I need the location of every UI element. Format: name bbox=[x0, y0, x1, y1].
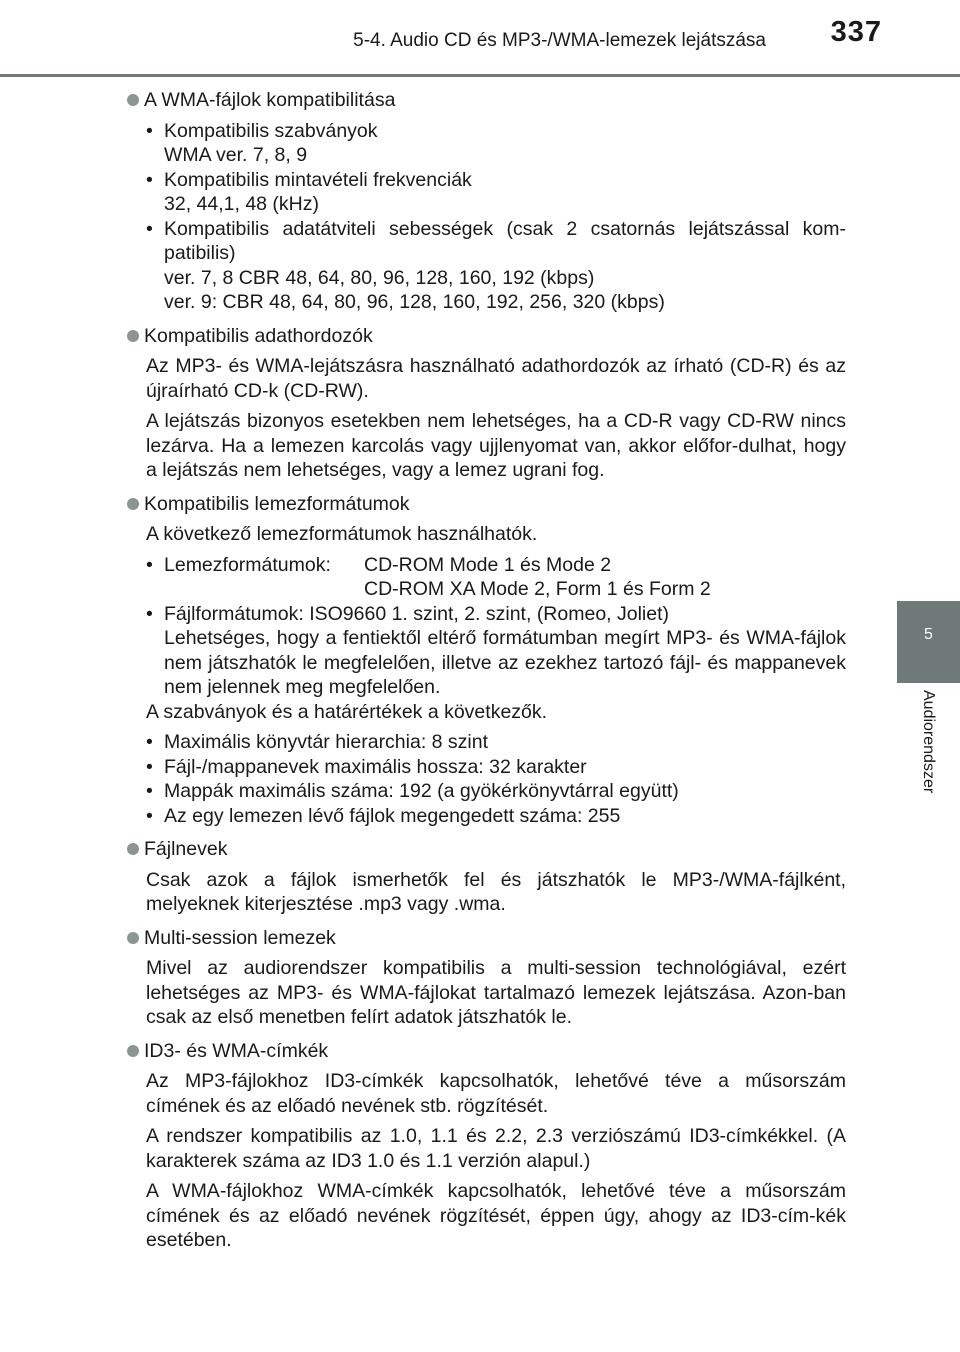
section-heading-media: Kompatibilis adathordozók bbox=[126, 324, 846, 349]
disc-format-label: • Lemezformátumok: bbox=[164, 553, 331, 576]
header-divider bbox=[0, 74, 960, 77]
list-item: • Maximális könyvtár hierarchia: 8 szint bbox=[146, 730, 846, 755]
formats-list bbox=[126, 553, 846, 700]
section-heading-multisession: Multi-session lemezek bbox=[126, 926, 846, 951]
section-heading-tags: ID3- és WMA-címkék bbox=[126, 1039, 846, 1064]
wma-list bbox=[126, 119, 846, 315]
bullet-dot-icon bbox=[127, 1045, 139, 1057]
list-item: • Kompatibilis mintavételi frekvenciák 32, 44,1, 48 (kHz) bbox=[146, 168, 846, 217]
chapter-label: Audiorendszer bbox=[920, 690, 937, 794]
paragraph: A WMA-fájlokhoz WMA-címkék kapcsolhatók, lehetővé téve a műsorszám címének és az előadó nevének rögzítését, éppen úgy, ahogy az ID3-cím-kék esetében. bbox=[146, 1180, 846, 1251]
page-number: 337 bbox=[830, 16, 882, 48]
section-heading-wma: A WMA-fájlok kompatibilitása bbox=[126, 88, 846, 113]
chapter-tab: 5 bbox=[897, 601, 960, 683]
section-heading-formats: Kompatibilis lemezformátumok bbox=[126, 492, 846, 517]
bullet-dot-icon bbox=[127, 330, 139, 342]
paragraph: Csak azok a fájlok ismerhetők fel és játszhatók le MP3-/WMA-fájlként, melyeknek kiterjesztése .mp3 vagy .wma. bbox=[146, 868, 846, 915]
paragraph: A szabványok és a határértékek a következők. bbox=[146, 700, 548, 723]
list-item: • Lemezformátumok: CD-ROM Mode 1 és Mode 2 CD-ROM XA Mode 2, Form 1 és Form 2 bbox=[146, 553, 846, 602]
page-content bbox=[126, 88, 846, 1253]
paragraph: A rendszer kompatibilis az 1.0, 1.1 és 2.2, 2.3 verziószámú ID3-címkékkel. (A karakterek száma az ID3 1.0 és 1.1 verzión alapul.) bbox=[146, 1125, 846, 1172]
limits-list bbox=[126, 730, 846, 828]
paragraph: A következő lemezformátumok használhatók. bbox=[146, 523, 538, 545]
list-item: • Az egy lemezen lévő fájlok megengedett száma: 255 bbox=[146, 804, 846, 829]
paragraph: A lejátszás bizonyos esetekben nem lehetséges, ha a CD-R vagy CD-RW nincs lezárva. Ha a lemezen karcolás vagy ujjlenyomat van, akkor előfor-dulhat, hogy a lejátszás nem lehetséges, vagy a lemez ugrani fog. bbox=[146, 410, 846, 481]
bullet-dot-icon bbox=[127, 932, 139, 944]
paragraph: Az MP3-fájlokhoz ID3-címkék kapcsolhatók, lehetővé téve a műsorszám címének és az előadó nevének stb. rögzítését. bbox=[146, 1070, 846, 1117]
list-item: • Kompatibilis adatátviteli sebességek (csak 2 csatornás lejátszással kom-patibilis) ver. 7, 8 CBR 48, 64, 80, 96, 128, 160, 192 (kbps) ver. 9: CBR 48, 64, 80, 96, 128, 160, 192, 256, 320 (kbps) bbox=[146, 217, 846, 315]
list-item: • Mappák maximális száma: 192 (a gyökérkönyvtárral együtt) bbox=[146, 779, 846, 804]
section-title: 5-4. Audio CD és MP3-/WMA-lemezek lejátszása bbox=[353, 30, 766, 51]
bullet-dot-icon bbox=[127, 94, 139, 106]
bullet-dot-icon bbox=[127, 843, 139, 855]
section-heading-filenames: Fájlnevek bbox=[126, 837, 846, 862]
paragraph: Mivel az audiorendszer kompatibilis a multi-session technológiával, ezért lehetséges az MP3- és WMA-fájlokat tartalmazó lemezek lejátszása. Azon-ban csak az első menetben felírt adatok játszhatók le. bbox=[146, 957, 846, 1028]
list-item: • Fájl-/mappanevek maximális hossza: 32 karakter bbox=[146, 755, 846, 780]
paragraph: Az MP3- és WMA-lejátszásra használható adathordozók az írható (CD-R) és az újraírható CD-k (CD-RW). bbox=[146, 355, 846, 402]
list-item: • Kompatibilis szabványok WMA ver. 7, 8, 9 bbox=[146, 119, 846, 168]
list-item: • Fájlformátumok: ISO9660 1. szint, 2. szint, (Romeo, Joliet) Lehetséges, hogy a fentiektől eltérő formátumban megírt MP3- és WMA-fájlok nem játszhatók le megfelelően, illetve az ezekhez tartozó fájl- és mappanevek nem jelennek meg megfelelően. bbox=[146, 602, 846, 700]
bullet-dot-icon bbox=[127, 498, 139, 510]
